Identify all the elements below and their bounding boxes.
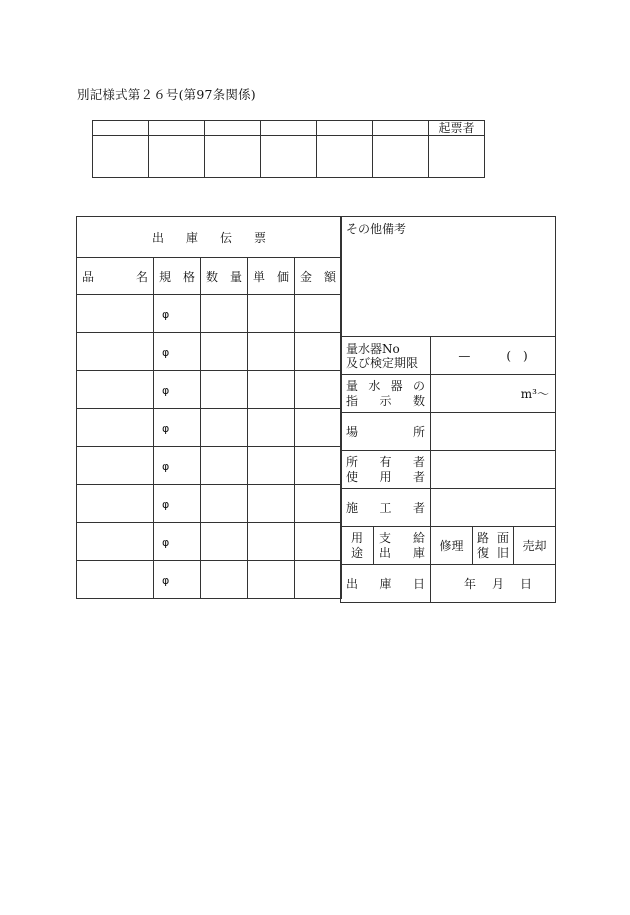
quantity-cell[interactable] (201, 295, 248, 333)
approval-header-cell (373, 121, 429, 136)
spec-cell[interactable] (154, 447, 201, 485)
approval-stamp-cell[interactable] (149, 136, 205, 178)
approval-stamp-cell[interactable] (373, 136, 429, 178)
purpose-option-repair[interactable] (431, 527, 473, 565)
unit-price-cell[interactable] (248, 409, 295, 447)
quantity-cell[interactable] (201, 371, 248, 409)
slip-row (77, 409, 342, 447)
slip-row (77, 447, 342, 485)
spec-cell[interactable] (154, 371, 201, 409)
approval-header-cell (93, 121, 149, 136)
owner-user-label: 所 有 者 使 用 者 (341, 451, 431, 489)
contractor-field[interactable] (431, 489, 556, 527)
col-header-spec: 規 格 (154, 258, 201, 295)
diameter-symbol: φ (162, 535, 170, 549)
owner-user-field[interactable] (431, 451, 556, 489)
diameter-symbol: φ (162, 383, 170, 397)
slip-row (77, 371, 342, 409)
approval-stamp-cell[interactable] (93, 136, 149, 178)
remarks-field[interactable] (341, 217, 556, 337)
info-table (340, 216, 556, 603)
day-label: 日 (520, 577, 533, 591)
issuer-stamp-cell[interactable] (429, 136, 485, 178)
slip-table (76, 216, 342, 599)
approval-grid (92, 120, 485, 178)
item-name-cell[interactable] (77, 523, 154, 561)
approval-header-cell (205, 121, 261, 136)
unit-price-cell[interactable] (248, 295, 295, 333)
year-label: 年 (463, 577, 476, 591)
quantity-cell[interactable] (201, 561, 248, 599)
col-header-quantity: 数 量 (201, 258, 248, 295)
spec-cell[interactable] (154, 295, 201, 333)
amount-cell[interactable] (295, 295, 342, 333)
diameter-symbol: φ (162, 307, 170, 321)
slip-title-char: 庫 (186, 230, 199, 245)
repair-label: 修理 (439, 539, 464, 553)
month-label: 月 (491, 577, 504, 591)
quantity-cell[interactable] (201, 485, 248, 523)
issue-date-field[interactable] (431, 565, 556, 603)
slip-row (77, 485, 342, 523)
spec-cell[interactable] (154, 409, 201, 447)
slip-row (77, 523, 342, 561)
sale-label: 売却 (522, 539, 547, 553)
item-name-cell[interactable] (77, 409, 154, 447)
item-name-cell[interactable] (77, 333, 154, 371)
slip-title-char: 出 (152, 230, 165, 245)
unit-price-cell[interactable] (248, 447, 295, 485)
place-label: 場 所 (341, 413, 431, 451)
purpose-option-supply[interactable]: 支 給 出 庫 (374, 527, 431, 565)
purpose-label: 用 途 (341, 527, 374, 565)
issue-date-label: 出 庫 日 (341, 565, 431, 603)
issuer-label: 起票者 (429, 121, 485, 136)
remarks-label: その他備考 (346, 222, 407, 236)
slip-title (77, 217, 342, 258)
purpose-option-road-restore[interactable]: 路 面 復 旧 (473, 527, 514, 565)
quantity-cell[interactable] (201, 409, 248, 447)
slip-row (77, 295, 342, 333)
item-name-cell[interactable] (77, 561, 154, 599)
item-name-cell[interactable] (77, 485, 154, 523)
diameter-symbol: φ (162, 573, 170, 587)
contractor-label: 施 工 者 (341, 489, 431, 527)
amount-cell[interactable] (295, 561, 342, 599)
form-heading: 別記様式第２６号(第97条関係) (77, 87, 256, 102)
indication-field[interactable] (431, 375, 556, 413)
meter-no-field[interactable] (431, 337, 556, 375)
unit-price-cell[interactable] (248, 523, 295, 561)
approval-header-cell (261, 121, 317, 136)
purpose-option-sale[interactable] (514, 527, 556, 565)
meter-no-label: 量水器No 及び検定期限 (341, 337, 431, 375)
place-field[interactable] (431, 413, 556, 451)
spec-cell[interactable] (154, 333, 201, 371)
unit-price-cell[interactable] (248, 333, 295, 371)
spec-cell[interactable] (154, 485, 201, 523)
approval-stamp-cell[interactable] (261, 136, 317, 178)
amount-cell[interactable] (295, 409, 342, 447)
amount-cell[interactable] (295, 485, 342, 523)
slip-row (77, 561, 342, 599)
quantity-cell[interactable] (201, 447, 248, 485)
unit-price-cell[interactable] (248, 485, 295, 523)
quantity-cell[interactable] (201, 523, 248, 561)
amount-cell[interactable] (295, 523, 342, 561)
col-header-unit-price: 単 価 (248, 258, 295, 295)
amount-cell[interactable] (295, 447, 342, 485)
approval-stamp-cell[interactable] (317, 136, 373, 178)
item-name-cell[interactable] (77, 371, 154, 409)
approval-header-cell (317, 121, 373, 136)
diameter-symbol: φ (162, 497, 170, 511)
unit-price-cell[interactable] (248, 371, 295, 409)
slip-row (77, 333, 342, 371)
col-header-amount: 金 額 (295, 258, 342, 295)
meter-no-value: — ( ) (458, 349, 528, 363)
slip-title-char: 伝 (220, 230, 233, 245)
col-header-item-name: 品 名 (77, 258, 154, 295)
diameter-symbol: φ (162, 459, 170, 473)
amount-cell[interactable] (295, 371, 342, 409)
unit-price-cell[interactable] (248, 561, 295, 599)
amount-cell[interactable] (295, 333, 342, 371)
diameter-symbol: φ (162, 421, 170, 435)
indication-label: 量 水 器 の 指 示 数 (341, 375, 431, 413)
item-name-cell[interactable] (77, 447, 154, 485)
spec-cell[interactable] (154, 523, 201, 561)
item-name-cell[interactable] (77, 295, 154, 333)
diameter-symbol: φ (162, 345, 170, 359)
indication-unit: m³～ (520, 387, 549, 401)
slip-title-char: 票 (254, 230, 267, 245)
spec-cell[interactable] (154, 561, 201, 599)
approval-stamp-cell[interactable] (205, 136, 261, 178)
quantity-cell[interactable] (201, 333, 248, 371)
approval-header-cell (149, 121, 205, 136)
